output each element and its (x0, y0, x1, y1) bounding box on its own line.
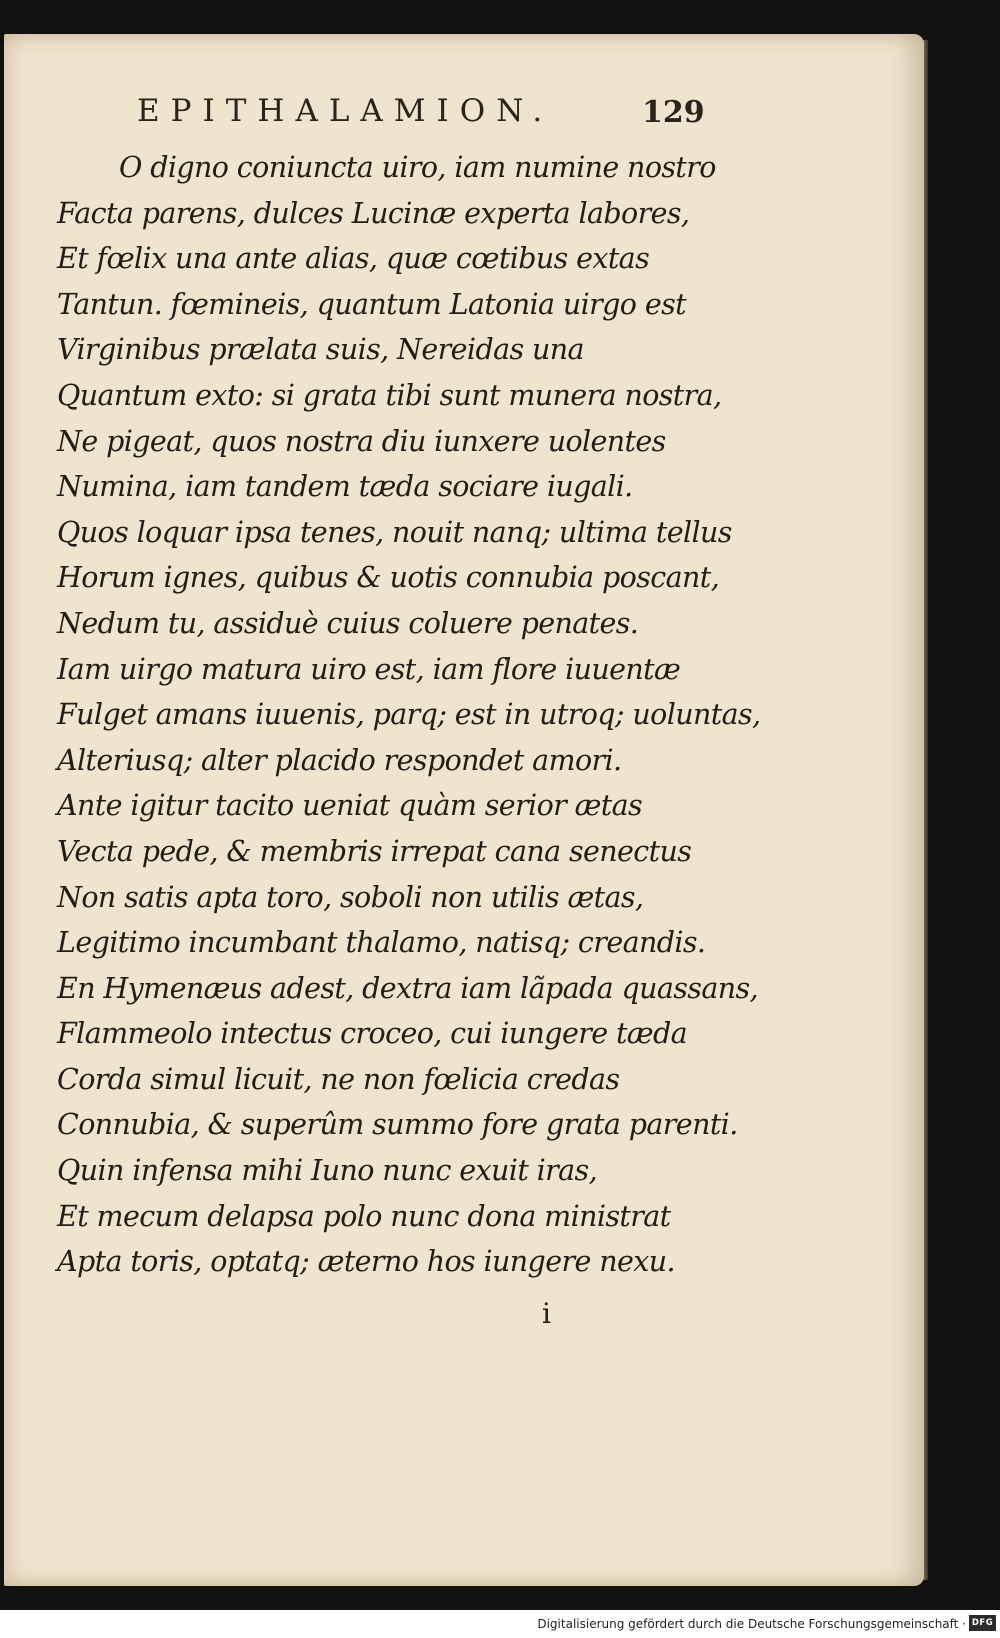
verse-line: Alteriusq; alter placido respondet amori. (57, 743, 622, 777)
verse-line: Numina, iam tandem tæda sociare iugali. (57, 470, 633, 504)
verse-line: Virginibus prælata suis, Nereidas una (57, 333, 584, 367)
page-number: 129 (642, 95, 705, 130)
verse-line: Et mecum delapsa polo nunc dona ministrat (57, 1199, 671, 1233)
poem-text (57, 145, 761, 1285)
verse-line: Quos loquar ipsa tenes, nouit nanq; ultima tellus (57, 515, 732, 549)
verse-line: O digno coniuncta uiro, iam numine nostro (119, 151, 716, 184)
verse-line: Iam uirgo matura uiro est, iam flore iuuentæ (57, 652, 681, 686)
verse-line: Ne pigeat, quos nostra diu iunxere uolentes (57, 424, 666, 458)
verse-line: Ante igitur tacito ueniat quàm serior ætas (57, 789, 643, 823)
running-head (112, 93, 712, 137)
verse-line: Non satis apta toro, soboli non utilis ætas, (57, 880, 644, 914)
verse-line: Apta toris, optatq; æterno hos iungere nexu. (57, 1245, 675, 1279)
verse-line: Quantum exto: si grata tibi sunt munera nostra, (57, 378, 722, 412)
verse-line: Facta parens, dulces Lucinæ experta labores, (57, 196, 690, 230)
verse-line: Horum ignes, quibus & uotis connubia poscant, (57, 561, 720, 595)
running-title: EPITHALAMION. (137, 93, 554, 129)
verse-line: Et fœlix una ante alias, quæ cœtibus extas (57, 242, 650, 276)
verse-line: Corda simul licuit, ne non fœlicia credas (57, 1062, 620, 1096)
verse-line: Legitimo incumbant thalamo, natisq; creandis. (57, 926, 706, 960)
verse-line: En Hymenæus adest, dextra iam lãpada quassans, (57, 971, 758, 1005)
footer-bar (0, 1610, 1000, 1638)
verse-line: Quin infensa mihi Iuno nunc exuit iras, (57, 1154, 598, 1188)
verse-line: Connubia, & superûm summo fore grata parenti. (57, 1108, 738, 1142)
funding-credit: Digitalisierung gefördert durch die Deutsche Forschungsgemeinschaft · (537, 1617, 966, 1631)
verse-line: Fulget amans iuuenis, parq; est in utroq; uoluntas, (57, 698, 761, 732)
verse-line: Vecta pede, & membris irrepat cana senectus (57, 834, 692, 868)
dfg-logo-icon: DFG (969, 1615, 996, 1631)
verse-line: Flammeolo intectus croceo, cui iungere tæda (57, 1017, 688, 1051)
verse-line: Tantun. fœmineis, quantum Latonia uirgo est (57, 287, 686, 321)
verse-line: Nedum tu, assiduè cuius coluere penates. (57, 606, 639, 640)
signature-mark: i (542, 1297, 551, 1330)
